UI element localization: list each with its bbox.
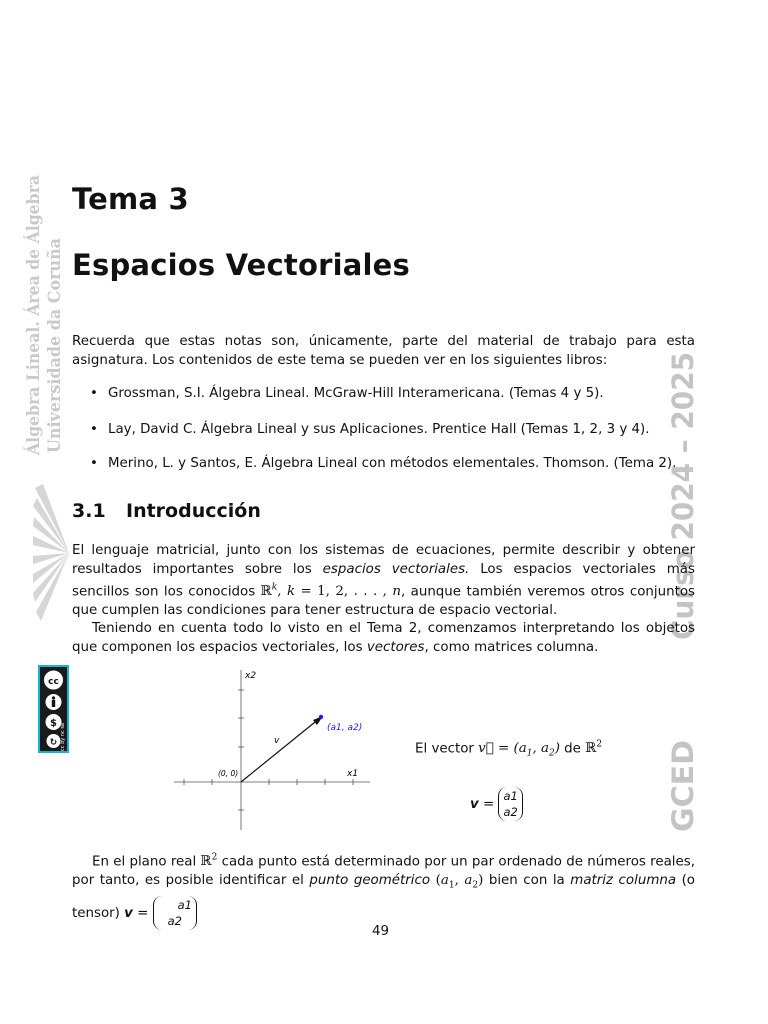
page-number: 49 — [372, 924, 390, 939]
matrix-entry: a1 — [503, 789, 518, 803]
text-run: El lenguaje matricial, junto con los sistemas de ecuaciones, permite describir y obtener resultados importantes sobre los — [72, 543, 695, 577]
chapter-label: Tema 3 — [72, 182, 189, 216]
section-number: 3.1 — [72, 500, 106, 522]
point-label: (a1, a2) — [327, 723, 363, 733]
watermark-course: Curso 2024 – 2025 — [666, 350, 700, 640]
matrix-entry: a2 — [503, 805, 518, 819]
chapter-title: Espacios Vectoriales — [72, 248, 410, 282]
paragraph-plane: En el plano real ℝ$^2$ cada punto está determinado por un par ordenado de números reales, por tanto, es posible identificar el punto geométrico ($a_1$, $a_2$) bien con la matriz columna (o tensor) v = a1 a2 — [72, 853, 695, 929]
paragraph-vectors-columns — [72, 619, 695, 657]
text-run: bien con la — [483, 873, 571, 889]
text-run: (o tensor) — [72, 873, 695, 922]
book-merino: Merino, L. y Santos, E. Álgebra Lineal con métodos elementales. Thomson. (Tema 2). — [108, 456, 677, 471]
y-axis-label: x2 — [245, 671, 257, 681]
text-run: de — [559, 741, 586, 757]
vector-arrow — [241, 718, 320, 782]
svg-text:↻: ↻ — [49, 738, 58, 748]
license-text: cc by nc sa — [60, 723, 66, 751]
list-item: • Grossman, S.I. Álgebra Lineal. McGraw-Hill Interamericana. (Temas 4 y 5). — [90, 386, 604, 401]
text-run: El vector — [415, 741, 479, 757]
emphasis-column-matrix: matriz columna — [570, 873, 677, 889]
column-matrix — [498, 787, 522, 821]
text-run: cada punto está determinado por un par ordenado de números reales, por tanto, es posible identificar el — [72, 854, 695, 889]
math-vector-def: v⃗ = ($a_1$, $a_2$) — [478, 741, 560, 760]
text-run: Los espacios vectoriales más sencillos son los conocidos — [72, 562, 695, 600]
math-point: ($a_1$, $a_2$) — [435, 873, 484, 892]
origin-label: (0, 0) — [218, 769, 239, 778]
book-lay: Lay, David C. Álgebra Lineal y sus Aplicaciones. Prentice Hall (Temas 1, 2, 3 y 4). — [108, 422, 650, 437]
math-r2: ℝ$^2$ — [200, 853, 218, 870]
matrix-entry: a1 — [177, 898, 192, 913]
axis-ticks — [184, 690, 353, 810]
list-item: • Lay, David C. Álgebra Lineal y sus Aplicaciones. Prentice Hall (Temas 1, 2, 3 y 4). — [90, 422, 650, 437]
emphasis-vector-spaces: espacios vectoriales. — [322, 562, 470, 577]
cc-license-badge — [38, 665, 69, 753]
paragraph-intro-vector-spaces — [72, 541, 695, 620]
book-grossman: Grossman, S.I. Álgebra Lineal. McGraw-Hill Interamericana. (Temas 4 y 5). — [108, 386, 604, 401]
svg-text:cc: cc — [48, 677, 59, 687]
matrix-entry: a2 — [167, 914, 182, 929]
watermark-university-name: Universidade da Coruña — [45, 230, 64, 453]
left-watermark — [15, 170, 67, 460]
watermark-program: GCED — [666, 743, 700, 832]
text-run: , como matrices columna. — [424, 640, 599, 655]
text-run: En el plano real — [92, 854, 201, 870]
university-logo-watermark — [33, 478, 69, 628]
list-item: • Merino, L. y Santos, E. Álgebra Lineal con métodos elementales. Thomson. (Tema 2). — [90, 456, 677, 471]
math-rk: ℝ$^k$, k = 1, 2, . . . , n — [260, 583, 401, 600]
math-r2: ℝ$^2$ — [585, 740, 603, 757]
vector-diagram — [170, 665, 370, 835]
text-run: , aunque también veremos otros conjuntos que cumplen las condiciones para tener estructura de espacio vectorial. — [72, 584, 695, 619]
vector-endpoint — [319, 715, 323, 719]
watermark-university-area: Álgebra Lineal. Área de Álgebra — [24, 170, 43, 455]
section-title: Introducción — [126, 500, 261, 522]
x-axis-label: x1 — [347, 769, 359, 779]
svg-text:$: $ — [50, 718, 57, 729]
emphasis-vectors: vectores — [366, 640, 425, 655]
intro-paragraph: Recuerda que estas notas son, únicamente, parte del material de trabajo para esta asignatura. Los contenidos de este tema se pueden ver en los siguientes libros: — [72, 334, 695, 368]
text-run: Teniendo en cuenta todo lo visto en el Tema 2, comenzamos interpretando los objetos que componen los espacios vectoriales, los — [72, 621, 695, 655]
emphasis-geometric-point: punto geométrico — [309, 873, 431, 889]
vector-matrix-form: v = a1 a2 — [470, 787, 523, 821]
vector-caption — [415, 740, 602, 759]
column-matrix-inline — [153, 896, 197, 930]
section-heading — [72, 500, 261, 522]
vector-label: v — [274, 736, 280, 746]
